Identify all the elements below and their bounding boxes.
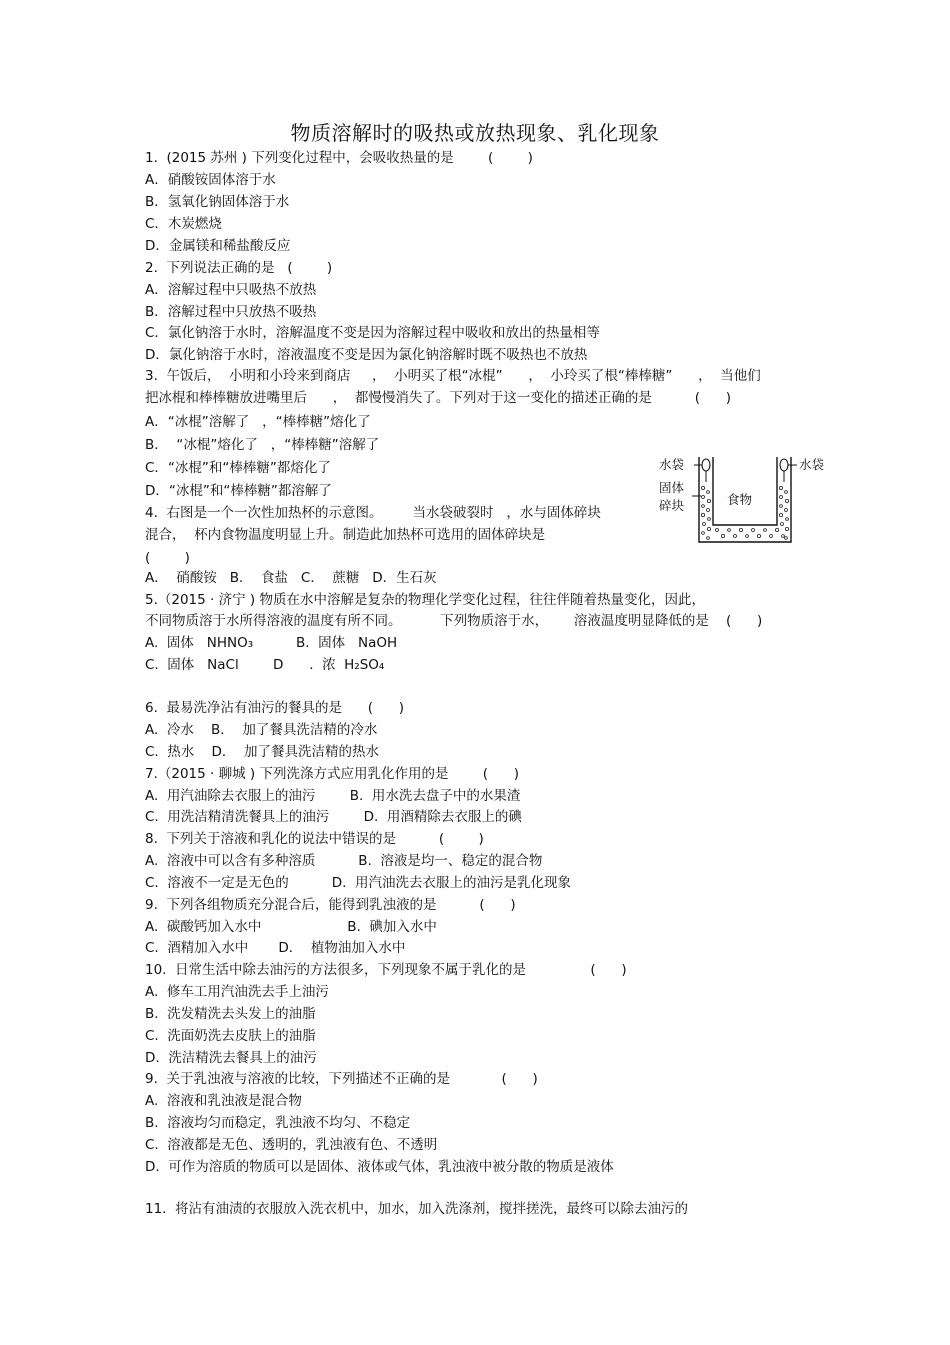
text-line: 8. 下列关于溶液和乳化的说法中错误的是 ( ) [145, 831, 484, 847]
heating-cup-diagram [657, 452, 832, 546]
label-water-bag-right: 水袋 [799, 457, 825, 472]
text-line: C. 固体 NaCl D . 浓 H₂SO₄ [145, 657, 385, 673]
text-line: B．溶解过程中只放热不吸热 [145, 304, 317, 320]
text-line: A. 溶液和乳浊液是混合物 [145, 1093, 302, 1109]
text-line: 混合， 杯内食物温度明显上升。制造此加热杯可选用的固体碎块是 [145, 527, 546, 543]
text-line: D. 可作为溶质的物质可以是固体、液体或气体，乳浊液中被分散的物质是液体 [145, 1159, 614, 1175]
text-line: 4. 右图是一个一次性加热杯的示意图。 当水袋破裂时 ，水与固体碎块 [145, 505, 601, 521]
text-line: 11. 将沾有油渍的衣服放入洗衣机中，加水，加入洗涤剂，搅拌搓洗，最终可以除去油污的 [145, 1201, 689, 1217]
text-line: 9. 下列各组物质充分混合后，能得到乳浊液的是 ( ) [145, 897, 516, 913]
text-line: D．氯化钠溶于水时，溶液温度不变是因为氯化钠溶解时既不吸热也不放热 [145, 347, 588, 363]
text-line: 9. 关于乳浊液与溶液的比较，下列描述不正确的是 ( ) [145, 1071, 538, 1087]
text-line: 1. (2015 苏州 ) 下列变化过程中，会吸收热量的是 ( ) [145, 150, 533, 166]
text-line: ( ) [145, 550, 190, 566]
text-line: C. 用洗洁精清洗餐具上的油污 D. 用酒精除去衣服上的碘 [145, 809, 522, 825]
text-line: C．“冰棍”和“棒棒糖”都熔化了 [145, 460, 331, 476]
text-line: 2. 下列说法正确的是 ( ) [145, 260, 333, 276]
text-line: C．氯化钠溶于水时，溶解温度不变是因为溶解过程中吸收和放出的热量相等 [145, 325, 600, 341]
label-food: 食物 [727, 492, 753, 507]
text-line: B． “冰棍”熔化了 ，“棒棒糖”溶解了 [145, 437, 380, 453]
text-line: A. 修车工用汽油洗去手上油污 [145, 984, 329, 1000]
text-line: C. 溶液不一定是无色的 D. 用汽油洗去衣服上的油污是乳化现象 [145, 875, 571, 891]
label-fragments: 碎块 [659, 498, 685, 513]
text-line: D．“冰棍”和“棒棒糖”都溶解了 [145, 483, 332, 499]
text-line: B. 溶液均匀而稳定，乳浊液不均匀、不稳定 [145, 1115, 411, 1131]
text-line: 6. 最易洗净沾有油污的餐具的是 ( ) [145, 700, 404, 716]
text-line: C. 洗面奶洗去皮肤上的油脂 [145, 1028, 316, 1044]
text-line: 5.（2015 · 济宁 ) 物质在水中溶解是复杂的物理化学变化过程，往往伴随着热量变化，因此， [145, 592, 705, 608]
page-title: 物质溶解时的吸热或放热现象、乳化现象 [290, 121, 660, 145]
text-line: A. 溶液中可以含有多种溶质 B. 溶液是均一、稳定的混合物 [145, 853, 543, 869]
text-line: A. 冷水 B． 加了餐具洗洁精的冷水 [145, 722, 378, 738]
text-line: D. 洗洁精洗去餐具上的油污 [145, 1050, 317, 1066]
text-line: A． 硝酸铵 B． 食盐 C． 蔗糖 D．生石灰 [145, 570, 437, 586]
text-line: B. 洗发精洗去头发上的油脂 [145, 1006, 316, 1022]
text-line: C. 酒精加入水中 D． 植物油加入水中 [145, 940, 406, 956]
text-line: A．“冰棍”溶解了 ，“棒棒糖”熔化了 [145, 414, 371, 430]
text-line: A. 固体 NHNO₃ B. 固体 NaOH [145, 635, 398, 651]
label-solid: 固体 [659, 480, 685, 495]
text-line: 7.（2015 · 聊城 ) 下列洗涤方式应用乳化作用的是 ( ) [145, 766, 520, 782]
text-line: C. 热水 D． 加了餐具洗洁精的热水 [145, 744, 379, 760]
text-line: C．木炭燃烧 [145, 216, 222, 232]
text-line: D．金属镁和稀盐酸反应 [145, 238, 291, 254]
text-line: A．硝酸铵固体溶于水 [145, 172, 276, 188]
text-line: A. 碳酸钙加入水中 B. 碘加入水中 [145, 919, 437, 935]
text-line: C. 溶液都是无色、透明的，乳浊液有色、不透明 [145, 1137, 438, 1153]
text-line: B．氢氧化钠固体溶于水 [145, 194, 290, 210]
text-line: 把冰棍和棒棒糖放进嘴里后 ， 都慢慢消失了。下列对于这一变化的描述正确的是 ( ) [145, 390, 732, 406]
text-line: A．溶解过程中只吸热不放热 [145, 282, 317, 298]
text-line: 3. 午饭后， 小明和小玲来到商店 ， 小明买了根“冰棍” ， 小玲买了根“棒棒糖” ， 当他们 [145, 368, 761, 384]
text-line: 不同物质溶于水所得溶液的温度有所不同。 下列物质溶于水， 溶液温度明显降低的是 ( ) [145, 613, 763, 629]
label-water-bag-left: 水袋 [659, 457, 685, 472]
text-line: A. 用汽油除去衣服上的油污 B. 用水洗去盘子中的水果渣 [145, 788, 521, 804]
text-line: 10. 日常生活中除去油污的方法很多，下列现象不属于乳化的是 ( ) [145, 962, 627, 978]
